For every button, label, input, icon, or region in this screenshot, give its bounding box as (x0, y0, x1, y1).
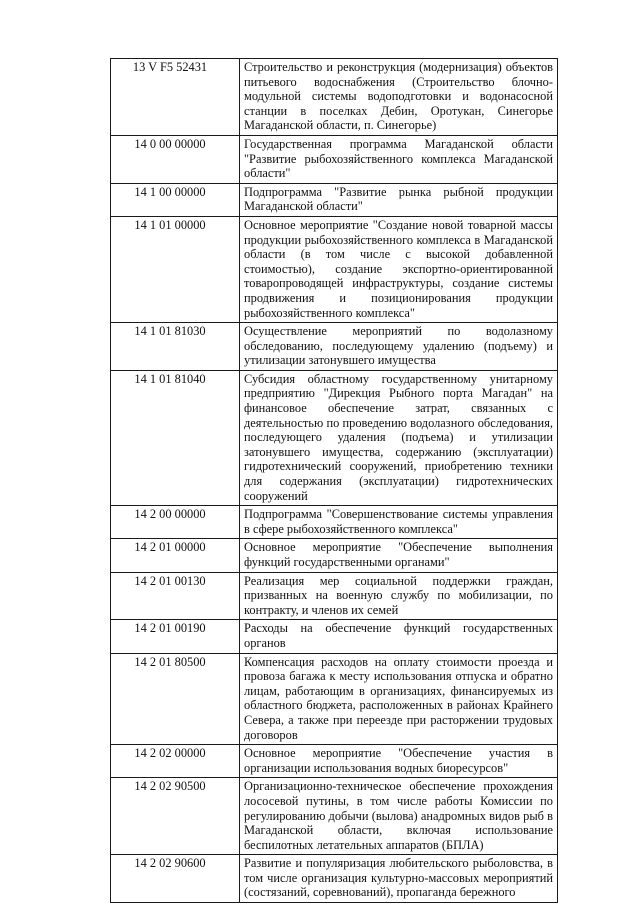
budget-classification-table (110, 58, 558, 903)
row-code: 14 2 02 90500 (111, 778, 240, 855)
row-code: 14 2 01 80500 (111, 653, 240, 745)
table-row (111, 572, 558, 620)
row-code: 14 1 00 00000 (111, 183, 240, 216)
row-description: Государственная программа Магаданской области "Развитие рыбохозяйственного комплекса Магаданской области" (240, 135, 558, 183)
row-code: 14 2 01 00130 (111, 572, 240, 620)
table-row (111, 183, 558, 216)
row-description: Расходы на обеспечение функций государственных органов (240, 620, 558, 653)
table-row (111, 506, 558, 539)
row-code: 14 1 01 00000 (111, 216, 240, 322)
table-row (111, 620, 558, 653)
row-description: Компенсация расходов на оплату стоимости проезда и провоза багажа к месту использования отпуска и обратно лицам, работающим в организациях, финансируемых из областного бюджета, расположенных в районах Крайнего Севера, а также при переезде при расторжении трудовых договоров (240, 653, 558, 745)
row-description: Основное мероприятие "Создание новой товарной массы продукции рыбохозяйственного комплекса в Магаданской области (в том числе с высокой добавленной стоимостью), создание экспортно-ориентированной товаропроводящей инфраструктуры, создание системы продвижения и позиционирования продукции рыбохозяйственного комплекса" (240, 216, 558, 322)
row-code: 14 2 00 00000 (111, 506, 240, 539)
table-row (111, 653, 558, 745)
row-code: 14 2 01 00000 (111, 539, 240, 572)
table-row (111, 745, 558, 778)
row-code: 14 2 01 00190 (111, 620, 240, 653)
table-row (111, 855, 558, 903)
row-code: 14 0 00 00000 (111, 135, 240, 183)
row-description: Организационно-техническое обеспечение прохождения лососевой путины, в том числе работы Комиссии по регулированию добычи (вылова) анадромных видов рыб в Магаданской области, включая использование беспилотных летательных аппаратов (БПЛА) (240, 778, 558, 855)
row-description: Осуществление мероприятий по водолазному обследованию, последующему удалению (подъему) и утилизации затонувшего имущества (240, 323, 558, 371)
row-code: 13 V F5 52431 (111, 59, 240, 136)
row-description: Подпрограмма "Совершенствование системы управления в сфере рыбохозяйственного комплекса" (240, 506, 558, 539)
table-row (111, 323, 558, 371)
row-description: Реализация мер социальной поддержки граждан, призванных на военную службу по мобилизации, по контракту, и членов их семей (240, 572, 558, 620)
row-description: Развитие и популяризация любительского рыболовства, в том числе организация культурно-массовых мероприятий (состязаний, соревнований), пропаганда бережного (240, 855, 558, 903)
row-description: Основное мероприятие "Обеспечение выполнения функций государственными органами" (240, 539, 558, 572)
row-description: Субсидия областному государственному унитарному предприятию "Дирекция Рыбного порта Магадан" на финансовое обеспечение затрат, связанных с деятельностью по проведению водолазного обследования, последующего удаления (подъема) и утилизации затонувшего имущества, содержанию (эксплуатации) гидротехнический сооружений, приобретению техники для содержания (эксплуатации) гидротехнических сооружений (240, 370, 558, 505)
table-body (111, 59, 558, 903)
table-row (111, 135, 558, 183)
table-row (111, 59, 558, 136)
row-description: Подпрограмма "Развитие рынка рыбной продукции Магаданской области" (240, 183, 558, 216)
row-description: Основное мероприятие "Обеспечение участия в организации использования водных биоресурсов" (240, 745, 558, 778)
row-code: 14 1 01 81040 (111, 370, 240, 505)
table-row (111, 778, 558, 855)
row-code: 14 1 01 81030 (111, 323, 240, 371)
table-row (111, 370, 558, 505)
row-code: 14 2 02 00000 (111, 745, 240, 778)
row-code: 14 2 02 90600 (111, 855, 240, 903)
table-row (111, 539, 558, 572)
table-row (111, 216, 558, 322)
document-page (110, 58, 558, 903)
row-description: Строительство и реконструкция (модернизация) объектов питьевого водоснабжения (Строительство блочно-модульной системы водоподготовки и водонасосной станции в поселках Дебин, Оротукан, Синегорье Магаданской области, п. Синегорье) (240, 59, 558, 136)
